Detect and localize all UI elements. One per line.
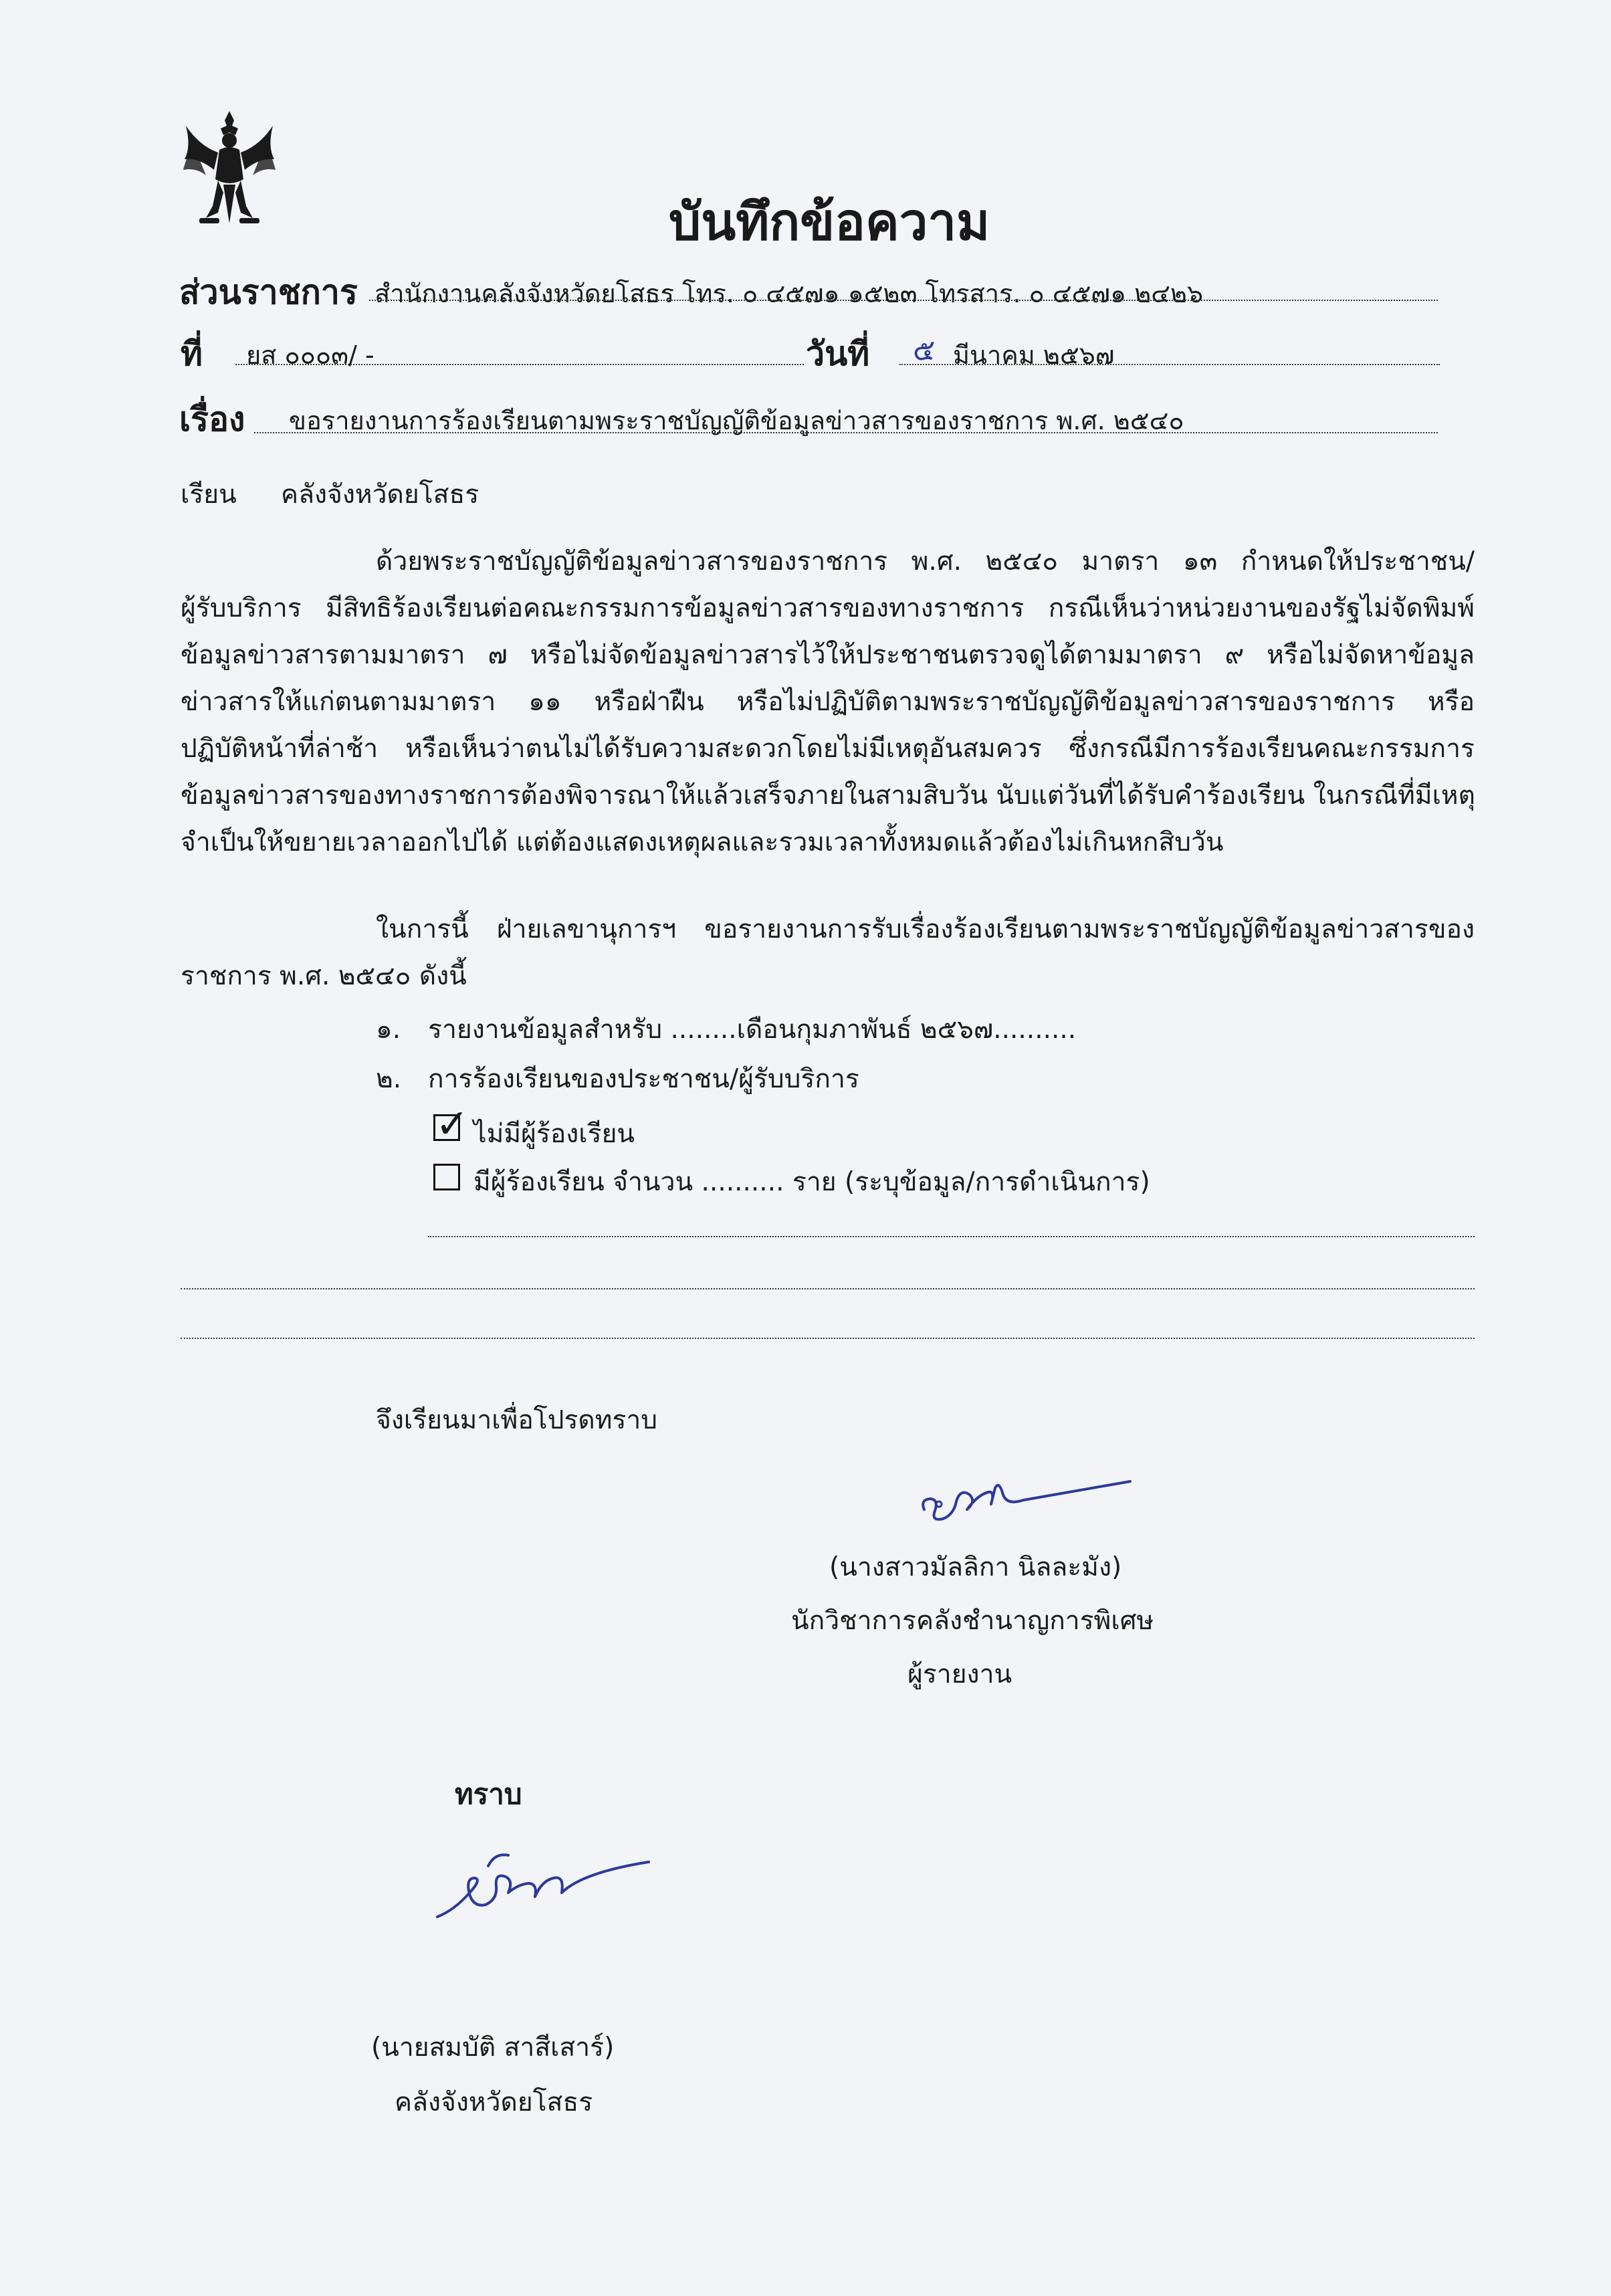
memo-title: บันทึกข้อความ	[669, 192, 990, 251]
acknowledge-label: ทราบ	[455, 1778, 522, 1810]
checkmark-icon: ✓	[435, 1101, 469, 1148]
has-complaint-checkbox[interactable]	[433, 1164, 460, 1190]
paragraph1-line: ปฏิบัติหน้าที่ล่าช้า หรือเห็นว่าตนไม่ได้รับความสะดวกโดยไม่มีเหตุอันสมควร ซึ่งกรณีมีการร้องเรียนคณะกรรมการ	[181, 734, 1475, 764]
reporter-signature	[916, 1468, 1137, 1542]
detail-line	[428, 1236, 1475, 1237]
director-signature	[428, 1846, 655, 1940]
paragraph1-line: ข้อมูลข่าวสารของทางราชการต้องพิจารณาให้แล้วเสร็จภายในสามสิบวัน นับแต่วันที่ได้รับคำร้องเรียน ในกรณีที่มีเหตุ	[181, 780, 1475, 811]
division-value: สำนักงานคลังจังหวัดยโสธร โทร. ๐ ๔๕๗๑ ๑๕๒๓ โทรสาร. ๐ ๔๕๗๑ ๒๔๒๖	[374, 279, 1204, 308]
salutation-label: เรียน	[181, 480, 237, 510]
division-underline	[369, 300, 1438, 301]
paragraph1-line: จำเป็นให้ขยายเวลาออกไปได้ แต่ต้องแสดงเหตุผลและรวมเวลาทั้งหมดแล้วต้องไม่เกินหกสิบวัน	[181, 827, 1224, 857]
closing-text: จึงเรียนมาเพื่อโปรดทราบ	[376, 1405, 658, 1435]
subject-value: ขอรายงานการร้องเรียนตามพระราชบัญญัติข้อมูลข่าวสารของราชการ พ.ศ. ๒๕๔๐	[289, 406, 1184, 435]
paragraph1-line: ข้อมูลข่าวสารตามมาตรา ๗ หรือไม่จัดข้อมูลข่าวสารไว้ให้ประชาชนตรวจดูได้ตามมาตรา ๙ หรือไม่จัดหาข้อมูล	[181, 640, 1475, 670]
detail-line	[181, 1288, 1475, 1289]
date-label: วันที่	[806, 334, 870, 373]
item2-number: ๒.	[376, 1064, 402, 1094]
item2-text: การร้องเรียนของประชาชน/ผู้รับบริการ	[428, 1064, 859, 1094]
subject-label: เรื่อง	[179, 400, 245, 439]
reporter-role: ผู้รายงาน	[907, 1659, 1012, 1689]
no-complaint-checkbox[interactable]	[433, 1101, 469, 1148]
ref-label: ที่	[181, 334, 203, 373]
paragraph2-line: ในการนี้ ฝ่ายเลขานุการฯ ขอรายงานการรับเรื่องร้องเรียนตามพระราชบัญญัติข้อมูลข่าวสารของ	[376, 914, 1475, 944]
no-complaint-label: ไม่มีผู้ร้องเรียน	[473, 1119, 635, 1149]
director-position: คลังจังหวัดยโสธร	[395, 2087, 593, 2117]
date-month-year: มีนาคม ๒๕๖๗	[953, 340, 1115, 370]
item1-number: ๑.	[376, 1015, 401, 1045]
reporter-position: นักวิชาการคลังชำนาญการพิเศษ	[791, 1606, 1154, 1636]
date-underline	[899, 364, 1440, 365]
subject-underline	[254, 432, 1438, 433]
director-name: (นายสมบัติ สาสีเสาร์)	[371, 2032, 615, 2063]
division-label: ส่วนราชการ	[179, 273, 358, 312]
salutation-to: คลังจังหวัดยโสธร	[281, 480, 479, 510]
detail-line	[181, 1338, 1475, 1339]
paragraph1-line: ผู้รับบริการ มีสิทธิร้องเรียนต่อคณะกรรมการข้อมูลข่าวสารของทางราชการ กรณีเห็นว่าหน่วยงานของรัฐไม่จัดพิมพ์	[181, 593, 1475, 623]
paragraph2-line: ราชการ พ.ศ. ๒๕๔๐ ดังนี้	[181, 961, 467, 991]
reporter-name: (นางสาวมัลลิกา นิลละมัง)	[829, 1552, 1122, 1582]
garuda-emblem-icon	[179, 106, 280, 233]
has-complaint-label: มีผู้ร้องเรียน จำนวน .......... ราย (ระบุข้อมูล/การดำเนินการ)	[473, 1167, 1150, 1197]
paragraph1-line: ข่าวสารให้แก่ตนตามมาตรา ๑๑ หรือฝ่าฝืน หรือไม่ปฏิบัติตามพระราชบัญญัติข้อมูลข่าวสารของราชการ หรือ	[181, 687, 1475, 717]
item1-text: รายงานข้อมูลสำหรับ ........เดือนกุมภาพันธ์ ๒๕๖๗..........	[428, 1015, 1077, 1045]
ref-underline	[235, 364, 804, 365]
ref-value: ยส ๐๐๐๓/ -	[246, 340, 374, 370]
date-day: ๕	[913, 333, 936, 367]
paragraph1-line: ด้วยพระราชบัญญัติข้อมูลข่าวสารของราชการ พ.ศ. ๒๕๔๐ มาตรา ๑๓ กำหนดให้ประชาชน/	[376, 546, 1475, 577]
